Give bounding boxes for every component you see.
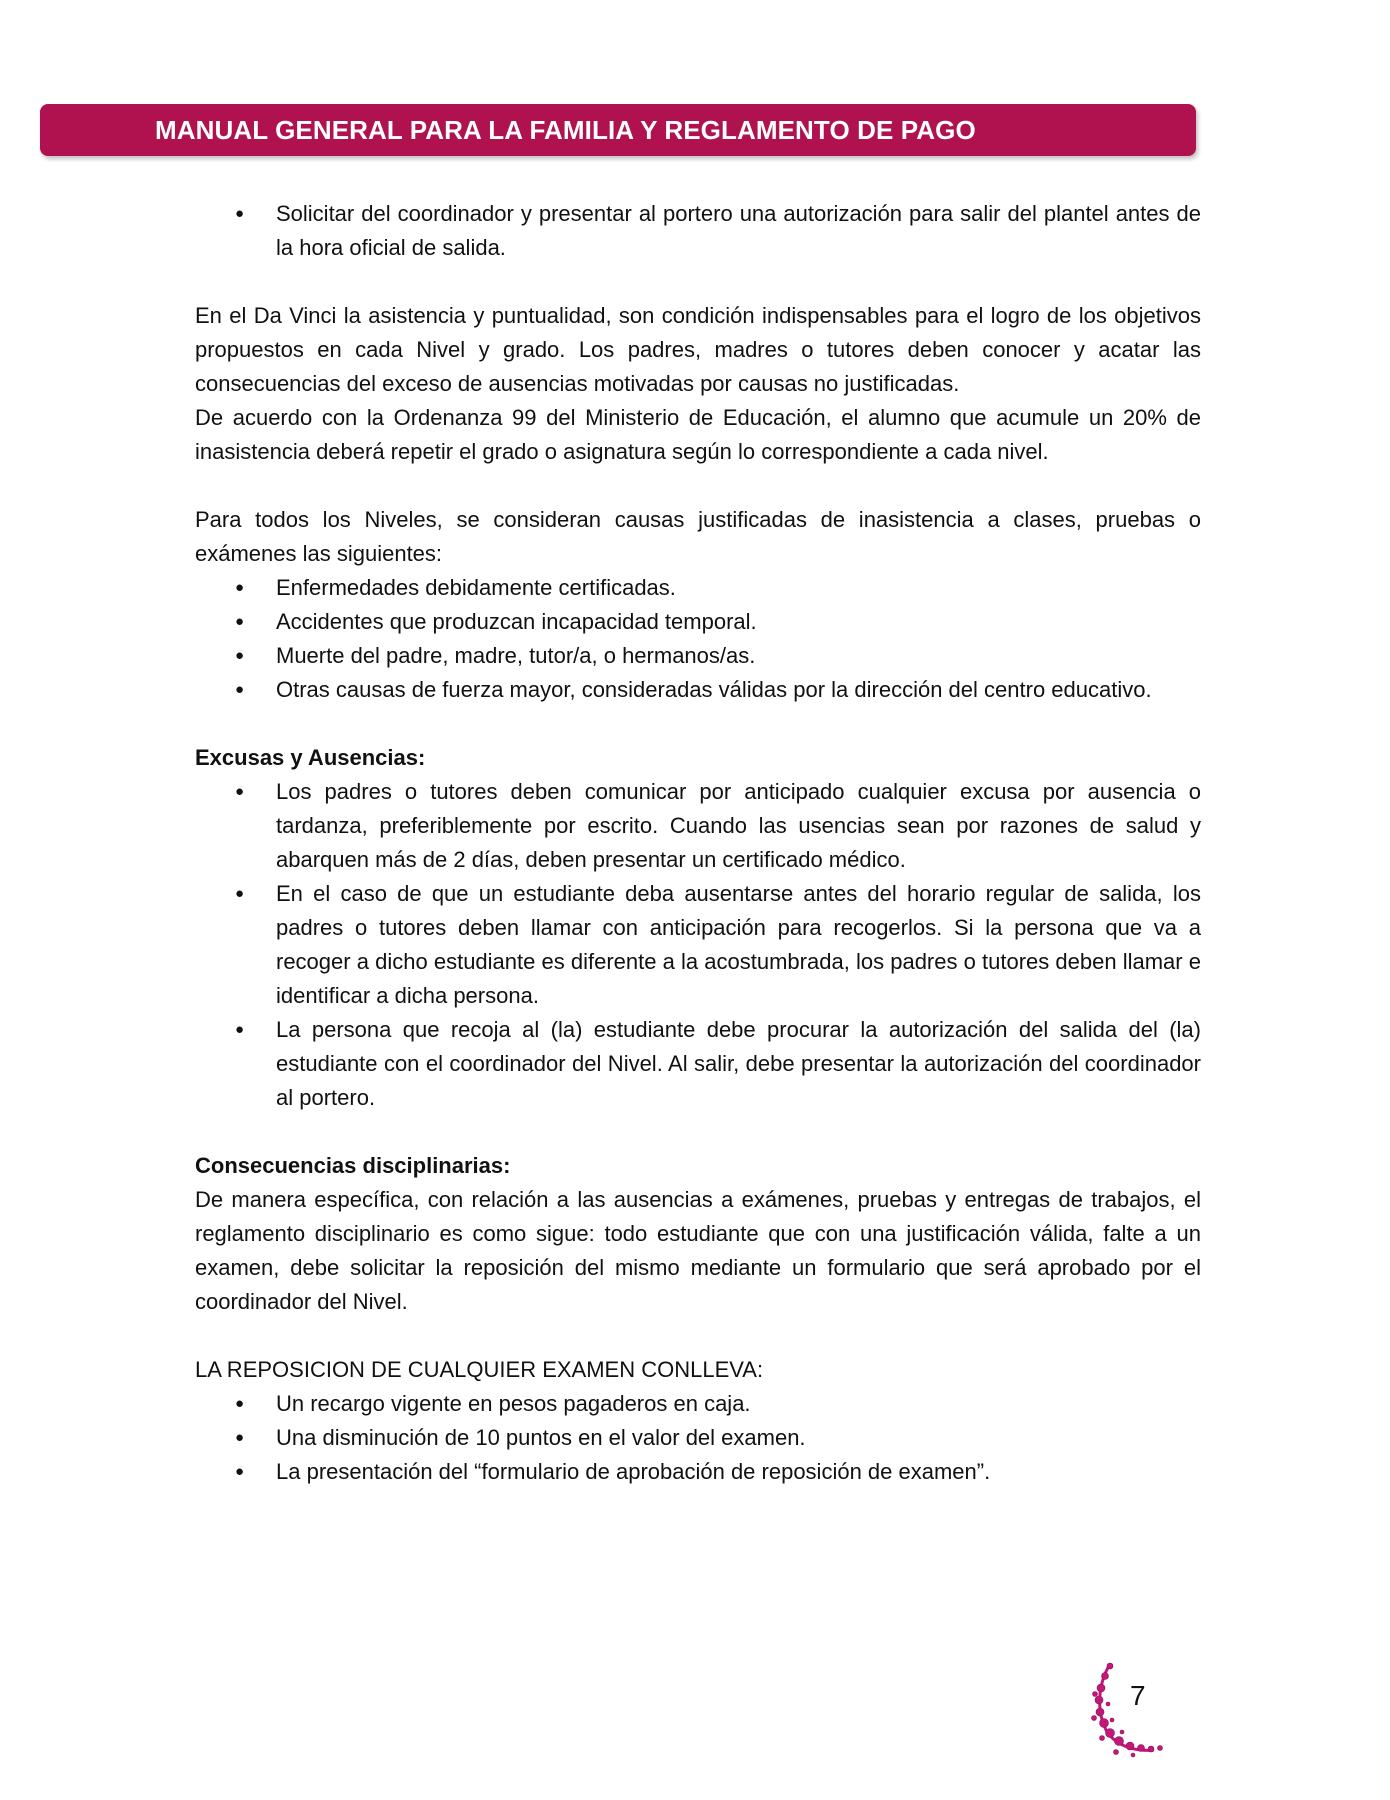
list-item: ● Enfermedades debidamente certificadas. [195, 571, 1201, 605]
page-content [195, 197, 1201, 1489]
paragraph-justified-causes: Para todos los Niveles, se consideran causas justificadas de inasistencia a clases, pruebas o exámenes las siguientes: [195, 507, 1201, 566]
reposition-list [195, 1387, 1201, 1489]
paragraph-consequences: De manera específica, con relación a las ausencias a exámenes, pruebas y entregas de trabajos, el reglamento disciplinario es como sigue: todo estudiante que con una justificación válida, falte a un examen, debe solicitar la reposición del mismo mediante un formulario que será aprobado por el coordinador del Nivel. [195, 1187, 1201, 1314]
floral-ornament-icon [1088, 1660, 1168, 1760]
list-item: ● Un recargo vigente en pesos pagaderos en caja. [195, 1387, 1201, 1421]
list-item: ● En el caso de que un estudiante deba ausentarse antes del horario regular de salida, los padres o tutores deben llamar con anticipación para recogerlos. Si la persona que va a recoger a dicho estudiante es diferente a la acostumbrada, los padres o tutores deben llamar e identificar a dicha persona. [195, 877, 1201, 1013]
document-title: MANUAL GENERAL PARA LA FAMILIA Y REGLAMENTO DE PAGO [155, 115, 976, 145]
page-footer [1088, 1660, 1168, 1760]
heading-consequences: Consecuencias disciplinarias: [195, 1153, 511, 1178]
list-item: ● Una disminución de 10 puntos en el valor del examen. [195, 1421, 1201, 1455]
header-banner [40, 104, 1196, 156]
page-number: 7 [1130, 1680, 1146, 1711]
heading-reposition: LA REPOSICION DE CUALQUIER EXAMEN CONLLEVA: [195, 1357, 764, 1382]
paragraph-attendance: En el Da Vinci la asistencia y puntualidad, son condición indispensables para el logro de los objetivos propuestos en cada Nivel y grado. Los padres, madres o tutores deben conocer y acatar las consecuencias del exceso de ausencias motivadas por causas no justificadas. [195, 303, 1201, 396]
list-item: ● Los padres o tutores deben comunicar por anticipado cualquier excusa por ausencia o tardanza, preferiblemente por escrito. Cuando las usencias sean por razones de salud y abarquen más de 2 días, deben presentar un certificado médico. [195, 775, 1201, 877]
list-item: ● La presentación del “formulario de aprobación de reposición de examen”. [195, 1455, 1201, 1489]
list-item: ● La persona que recoja al (la) estudiante debe procurar la autorización del salida del (la) estudiante con el coordinador del Nivel. Al salir, debe presentar la autorización del coordinador al portero. [195, 1013, 1201, 1115]
list-item: ● Solicitar del coordinador y presentar al portero una autorización para salir del plantel antes de la hora oficial de salida. [195, 197, 1201, 265]
intro-bullet-list [195, 197, 1201, 265]
list-item: ● Accidentes que produzcan incapacidad temporal. [195, 605, 1201, 639]
causes-list [195, 571, 1201, 707]
list-item: ● Otras causas de fuerza mayor, consideradas válidas por la dirección del centro educativo. [195, 673, 1201, 707]
list-item: ● Muerte del padre, madre, tutor/a, o hermanos/as. [195, 639, 1201, 673]
paragraph-ordinance: De acuerdo con la Ordenanza 99 del Ministerio de Educación, el alumno que acumule un 20% de inasistencia deberá repetir el grado o asignatura según lo correspondiente a cada nivel. [195, 405, 1201, 464]
excuses-list [195, 775, 1201, 1115]
heading-excuses: Excusas y Ausencias: [195, 745, 426, 770]
